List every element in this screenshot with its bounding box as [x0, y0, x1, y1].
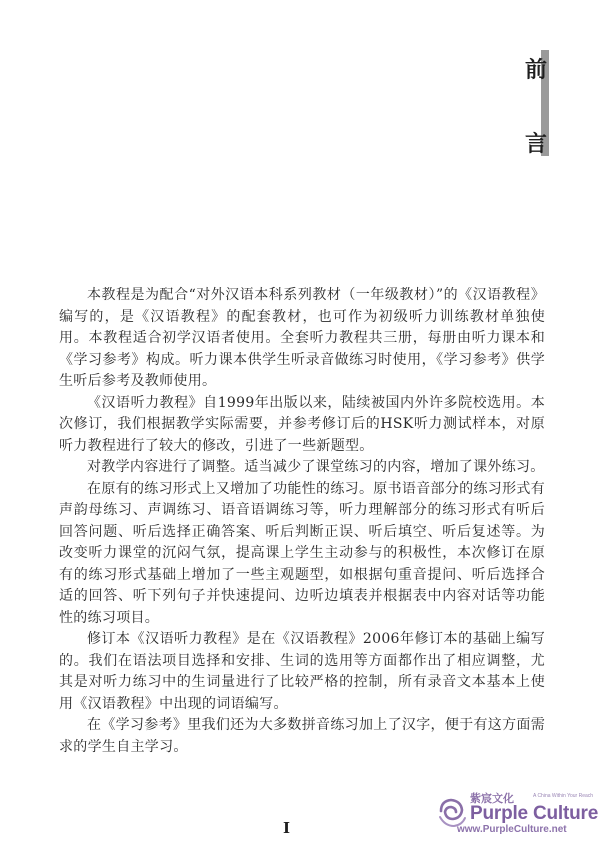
title-char-2: 言 [524, 132, 547, 157]
watermark-url: www.PurpleCulture.net [457, 824, 567, 835]
watermark-brand-name: Purple Culture [470, 803, 599, 824]
page-number: I [283, 819, 291, 837]
paragraph-5: 修订本《汉语听力教程》是在《汉语教程》2006年修订本的基础上编写的。我们在语法项目选择和安排、生词的选用等方面都作出了相应调整，尤其是对听力练习中的生词量进行了比较严格的控制，所有录音文本基本上使用《汉语教程》中出现的词语编写。 [59, 631, 545, 712]
preface-body [59, 285, 545, 758]
paragraph-1: 本教程是为配合“对外汉语本科系列教材（一年级教材）”的《汉语教程》编写的，是《汉语教程》的配套教材，也可作为初级听力训练教材单独使用。本教程适合初学汉语者使用。全套听力教程共三册，每册由听力课本和《学习参考》构成。听力课本供学生听录音做练习时使用，《学习参考》供学生听后参考及教师使用。 [59, 287, 545, 389]
title-char-1: 前 [524, 58, 547, 83]
watermark-tagline: A China Within Your Reach [533, 793, 594, 799]
watermark-logo [437, 789, 597, 837]
paragraph-2: 《汉语听力教程》自1999年出版以来，陆续被国内外许多院校选用。本次修订，我们根据教学实际需要，并参考修订后的HSK听力测试样本，对原听力教程进行了较大的修改，引进了一些新题型。 [59, 394, 545, 454]
paragraph-6: 在《学习参考》里我们还为大多数拼音练习加上了汉字，便于有这方面需求的学生自主学习。 [59, 717, 545, 755]
paragraph-3: 对教学内容进行了调整。适当减少了课堂练习的内容，增加了课外练习。 [87, 459, 545, 475]
watermark-chinese-name: 紫宸文化 [470, 792, 514, 805]
paragraph-4: 在原有的练习形式上又增加了功能性的练习。原书语音部分的练习形式有声韵母练习、声调练习、语音语调练习等，听力理解部分的练习形式有听后回答问题、听后选择正确答案、听后判断正误、听后填空、听后复述等。为改变听力课堂的沉闷气氛，提高课上学生主动参与的积极性，本次修订在原有的练习形式基础上增加了一些主观题型，如根据句重音提问、听后选择合适的回答、听下列句子并快速提问、边听边填表并根据表中内容对话等功能性的练习项目。 [59, 480, 545, 626]
page-title [523, 60, 549, 156]
